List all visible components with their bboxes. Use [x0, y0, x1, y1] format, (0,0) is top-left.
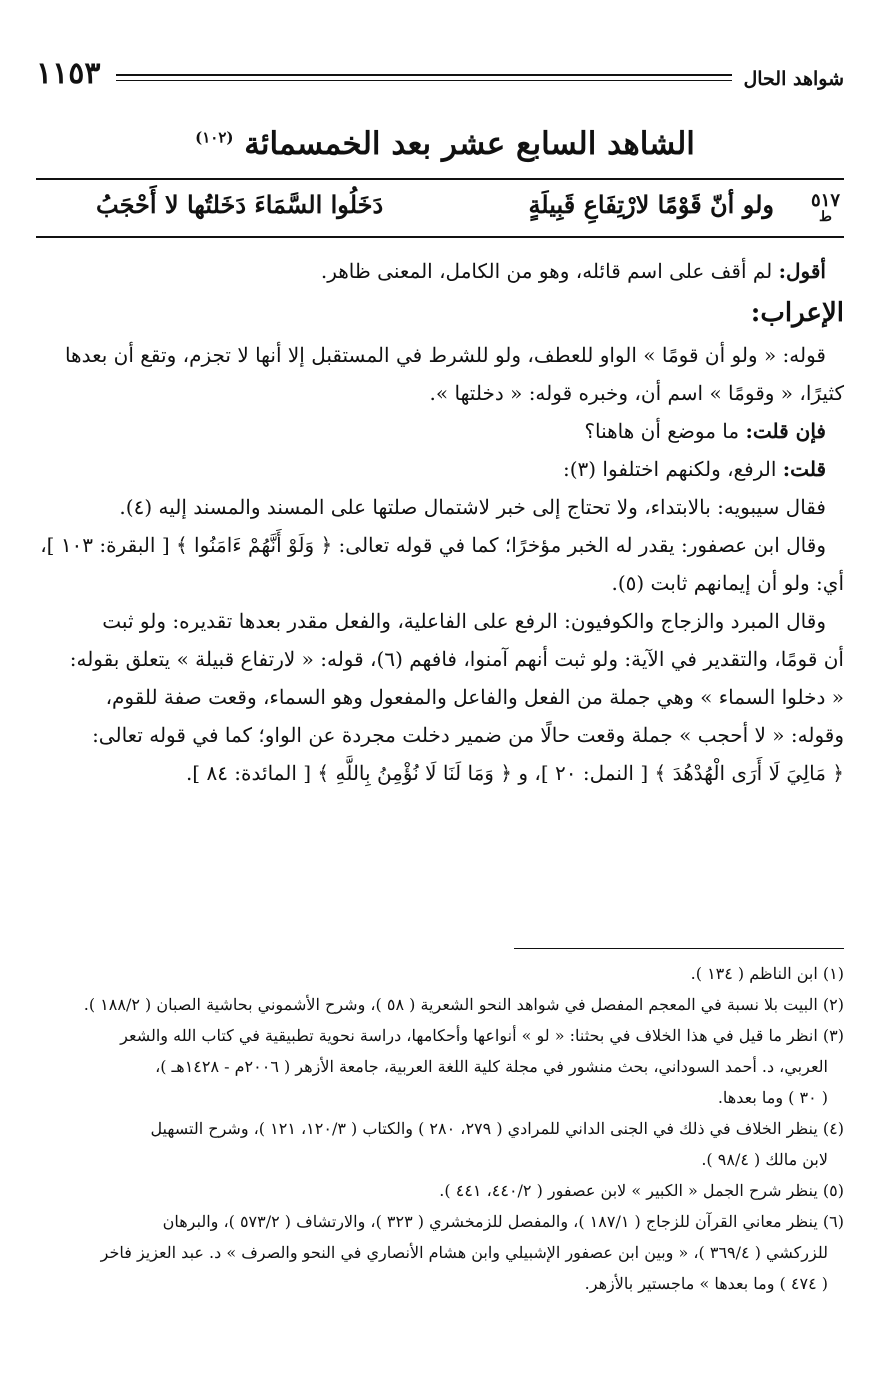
- verse-meter-mark: ط: [819, 209, 832, 225]
- header-rule: [116, 74, 732, 76]
- text-line: فقال سيبويه: بالابتداء، ولا تحتاج إلى خبر لاشتمال صلتها على المسند والمسند إليه (٤).: [119, 495, 826, 519]
- verse-hemistich-first: ولو أنّ قَوْمًا لارْتِفَاعِ قَبِيلَةٍ: [528, 190, 774, 219]
- lead-word: فإن قلت:: [745, 419, 826, 443]
- verse-number: [811, 192, 840, 224]
- paragraph-question: [44, 412, 844, 450]
- poetic-verse: [36, 178, 844, 238]
- chapter-title: [120, 126, 770, 162]
- paragraph-text: لم أقف على اسم قائله، وهو من الكامل، المعنى ظاهر.: [320, 259, 779, 283]
- text-line: أي: ولو أن إيمانهم ثابت (٥).: [611, 571, 844, 595]
- running-header: [36, 56, 844, 96]
- paragraph-text: الرفع، ولكنهم اختلفوا (٣):: [562, 457, 783, 481]
- verse-hemistich-second: دَخَلُوا السَّمَاءَ دَخَلتُها لا أَحْجَبُ: [96, 190, 384, 219]
- text-line: وقوله: « لا أحجب » جملة وقعت حالًا من ضمير دخلت مجردة عن الواو؛ كما في قوله تعالى:: [92, 723, 844, 747]
- footnotes: [34, 958, 844, 1299]
- footnote-line: (٦) ينظر معاني القرآن للزجاج ( ١٨٧/١ )، والمفصل للزمخشري ( ٣٢٣ )، والارتشاف ( ٥٧٣/٢ )، والبرهان: [162, 1212, 844, 1231]
- text-line: أن قومًا، والتقدير في الآية: ولو ثبت أنهم آمنوا، فافهم (٦)، قوله: « لارتفاع قبيلة » يتعلق بقوله:: [69, 647, 844, 671]
- footnote-line: ( ٣٠ ) وما بعدها.: [717, 1088, 828, 1107]
- text-line: كثيرًا، « وقومًا » اسم أن، وخبره قوله: « دخلتها ».: [429, 381, 844, 405]
- text-line: ﴿ مَالِيَ لَا أَرَى الْهُدْهُدَ ﴾ [ النمل: ٢٠ ]، و ﴿ وَمَا لَنَا لَا نُؤْمِنُ بِاللَّهِ ﴾ [ المائدة: ٨٤ ].: [185, 761, 844, 785]
- text-line: قوله: « ولو أن قومًا » الواو للعطف، ولو للشرط في المستقبل إلا أنها لا تجزم، وتقع أن بعدها: [64, 343, 826, 367]
- footnote-line: (١) ابن الناظم ( ١٣٤ ).: [690, 964, 844, 983]
- footnote-line: لابن مالك ( ٩٨/٤ ).: [701, 1150, 828, 1169]
- paragraph-aqulu: [44, 252, 844, 290]
- footnote-line: (٣) انظر ما قيل في هذا الخلاف في بحثنا: « لو » أنواعها وأحكامها، دراسة نحوية تطبيقية في كتاب الله والشعر: [120, 1026, 844, 1045]
- paragraph-text: ما موضع أن هاهنا؟: [584, 419, 746, 443]
- lead-word: أقول:: [778, 259, 826, 283]
- footnote-line: للزركشي ( ٣٦٩/٤ )، « وبين ابن عصفور الإشبيلي وابن هشام الأنصاري في النحو والصرف » د. عبد العزيز فاخر: [100, 1243, 828, 1262]
- text-line: وقال المبرد والزجاج والكوفيون: الرفع على الفاعلية، والفعل مقدر بعدها تقديره: ولو ثبت: [102, 609, 826, 633]
- main-text: [40, 252, 844, 792]
- header-rule-thin: [116, 80, 732, 81]
- verse-number-value: ٥١٧: [810, 190, 840, 211]
- footnote-line: ( ٤٧٤ ) وما بعدها » ماجستير بالأزهر.: [584, 1274, 828, 1293]
- footnote-line: (٥) ينظر شرح الجمل « الكبير » لابن عصفور ( ٤٤٠/٢، ٤٤١ ).: [439, 1181, 844, 1200]
- irab-heading: الإعراب:: [750, 298, 844, 328]
- chapter-footnote-ref: (١٠٢): [195, 128, 234, 147]
- section-title: شواهد الحال: [743, 68, 844, 90]
- page-number: ١١٥٣: [36, 56, 101, 91]
- paragraph-answer: [44, 450, 844, 488]
- footnote-line: (٤) ينظر الخلاف في ذلك في الجنى الداني للمرادي ( ٢٧٩، ٢٨٠ ) والكتاب ( ١٢٠/٣، ١٢١ )، وشرح التسهيل: [150, 1119, 844, 1138]
- text-line: وقال ابن عصفور: يقدر له الخبر مؤخرًا؛ كما في قوله تعالى: ﴿ وَلَوْ أَنَّهُمْ ءَامَنُوا ﴾ [ البقرة: ١٠٣ ]،: [40, 533, 826, 557]
- text-line: « دخلوا السماء » وهي جملة من الفعل والفاعل والمفعول وهو السماء، وقعت صفة للقوم،: [105, 685, 844, 709]
- footnote-line: العربي، د. أحمد السوداني، بحث منشور في مجلة كلية اللغة العربية، جامعة الأزهر ( ٢٠٠٦م - ١٤٢٨هـ )،: [155, 1057, 828, 1076]
- footnote-line: (٢) البيت بلا نسبة في المعجم المفصل في شواهد النحو الشعرية ( ٥٨ )، وشرح الأشموني بحاشية الصبان ( ١٨٨/٢ ).: [83, 995, 844, 1014]
- chapter-title-text: الشاهد السابع عشر بعد الخمسمائة: [244, 126, 695, 162]
- lead-word: قلت:: [782, 457, 826, 481]
- footnote-separator: [514, 948, 844, 949]
